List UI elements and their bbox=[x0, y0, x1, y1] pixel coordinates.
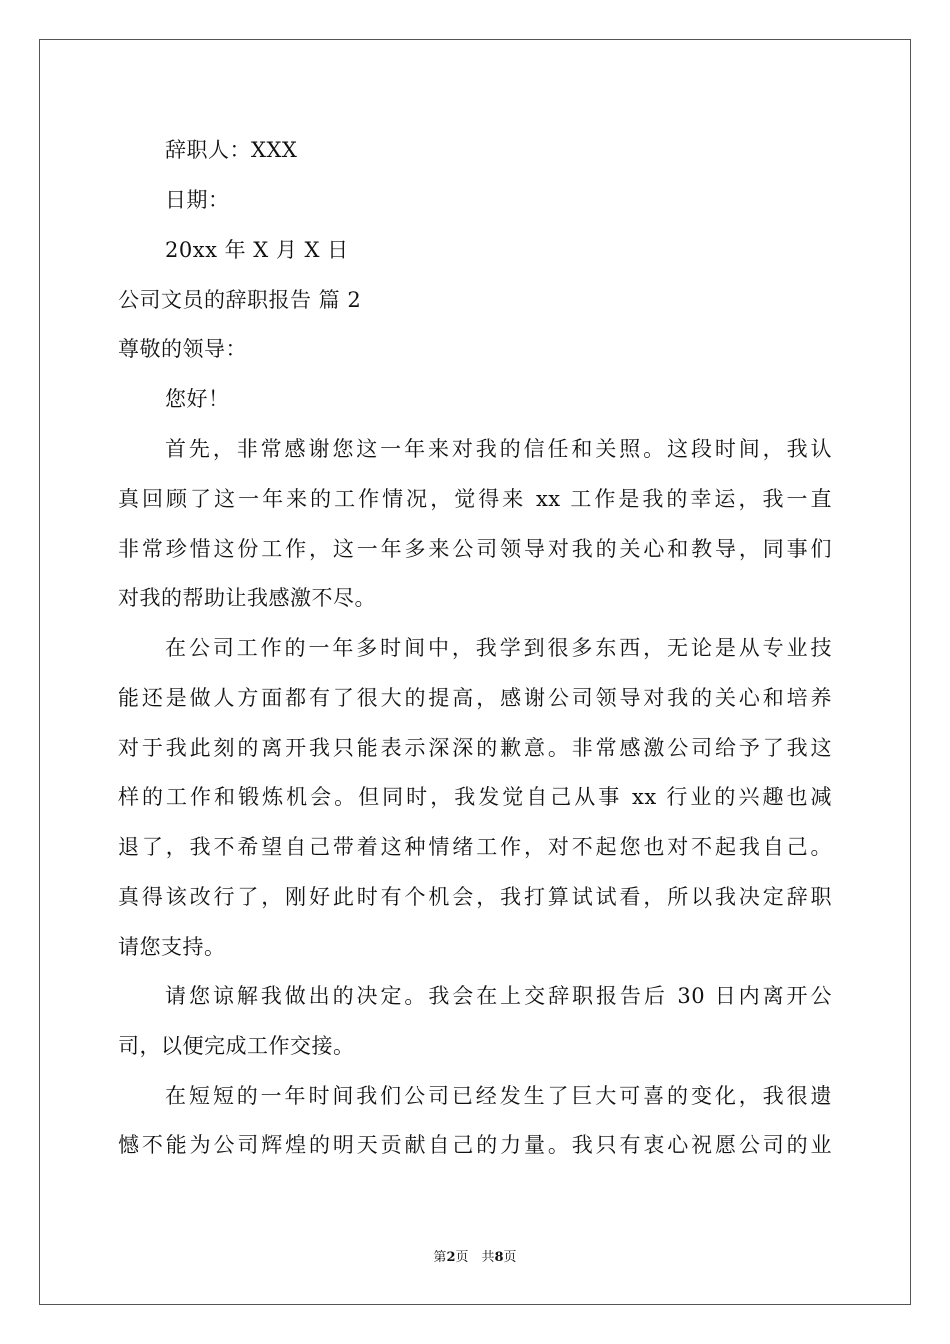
paragraph-1-line-2: 真回顾了这一年来的工作情况，觉得来 xx 工作是我的幸运，我一直 bbox=[118, 487, 832, 511]
paragraph-1-line-1: 首先，非常感谢您这一年来对我的信任和关照。这段时间，我认 bbox=[165, 437, 832, 461]
footer-current-page: 2 bbox=[446, 1250, 456, 1265]
paragraph-3-line-2: 司，以便完成工作交接。 bbox=[118, 1034, 355, 1058]
resigner-line: 辞职人：XXX bbox=[165, 138, 298, 162]
paragraph-2-line-5: 退了，我不希望自己带着这种情绪工作，对不起您也对不起我自己。 bbox=[118, 835, 832, 859]
paragraph-3-line-1: 请您谅解我做出的决定。我会在上交辞职报告后 30 日内离开公 bbox=[165, 984, 832, 1008]
paragraph-2-line-3: 对于我此刻的离开我只能表示深深的歉意。非常感激公司给予了我这 bbox=[118, 736, 832, 760]
paragraph-2-line-4: 样的工作和锻炼机会。但同时，我发觉自己从事 xx 行业的兴趣也减 bbox=[118, 785, 832, 809]
greeting: 您好！ bbox=[165, 387, 230, 411]
paragraph-2-line-1: 在公司工作的一年多时间中，我学到很多东西，无论是从专业技 bbox=[165, 636, 832, 660]
paragraph-2-line-6: 真得该改行了，刚好此时有个机会，我打算试试看，所以我决定辞职 bbox=[118, 885, 832, 909]
paragraph-1-line-4: 对我的帮助让我感激不尽。 bbox=[118, 586, 376, 610]
section-title: 公司文员的辞职报告 篇 2 bbox=[118, 288, 362, 312]
paragraph-4-line-2: 憾不能为公司辉煌的明天贡献自己的力量。我只有衷心祝愿公司的业 bbox=[118, 1133, 832, 1157]
footer-mid: 页 共 bbox=[455, 1250, 495, 1265]
date-label: 日期： bbox=[165, 188, 230, 212]
footer-prefix: 第 bbox=[433, 1250, 447, 1265]
paragraph-2-line-2: 能还是做人方面都有了很大的提高，感谢公司领导对我的关心和培养 bbox=[118, 686, 832, 710]
page-border bbox=[39, 39, 911, 1305]
salutation: 尊敬的领导： bbox=[118, 337, 247, 361]
paragraph-1-line-3: 非常珍惜这份工作，这一年多来公司领导对我的关心和教导，同事们 bbox=[118, 537, 832, 561]
page-number-footer bbox=[0, 1246, 950, 1265]
paragraph-4-line-1: 在短短的一年时间我们公司已经发生了巨大可喜的变化，我很遗 bbox=[165, 1084, 832, 1108]
paragraph-2-line-7: 请您支持。 bbox=[118, 935, 226, 959]
footer-suffix: 页 bbox=[503, 1250, 517, 1265]
date-value: 20xx 年 X 月 X 日 bbox=[165, 238, 349, 262]
footer-total-pages: 8 bbox=[494, 1250, 504, 1265]
